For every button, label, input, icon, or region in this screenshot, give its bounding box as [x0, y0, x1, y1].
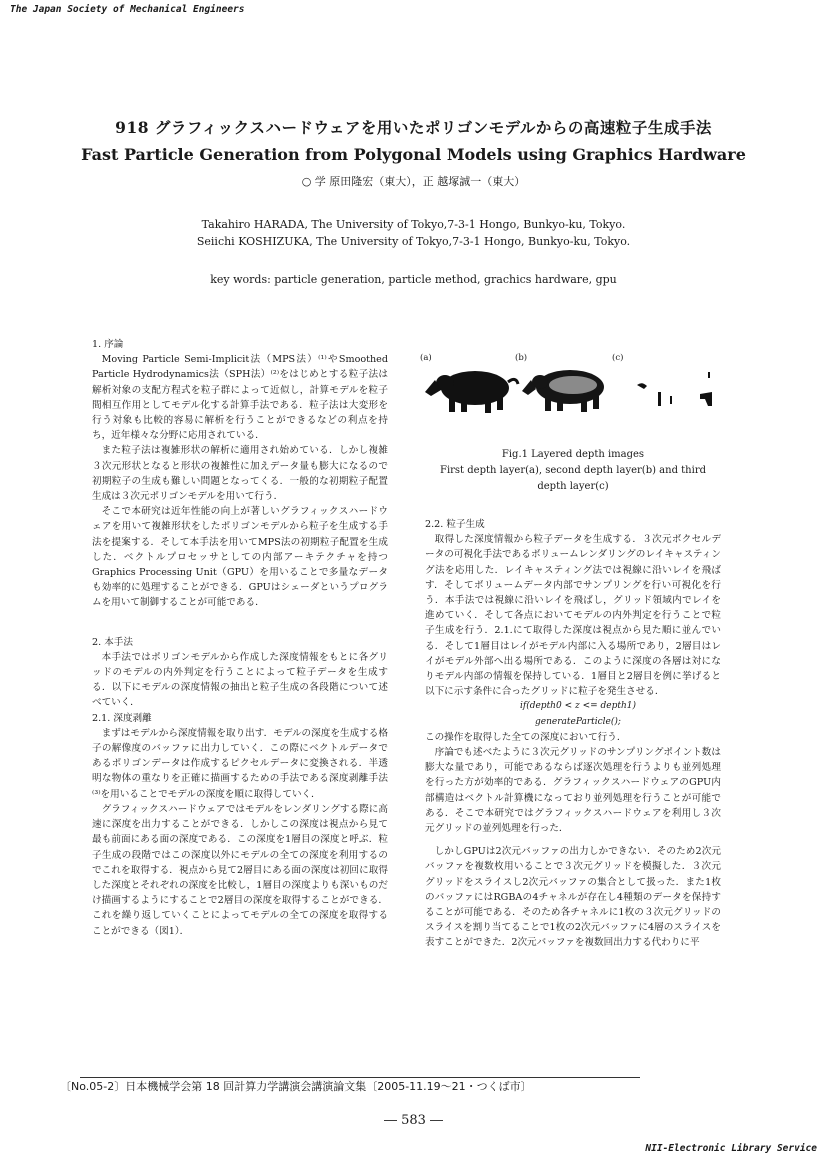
- paragraph: この操作を取得した全ての深度において行う．: [425, 731, 627, 743]
- paragraph: そこで本研究は近年性能の向上が著しいグラフィックスハードウェアを用いて複雑形状をしたポリゴンモデルから粒子を生成する手法を提案する．そして本手法を用いてMPS法の初期粒子配置を生成した．ベクトルプロセッサとしての内部アーキテクチャを持つGraphics Processing Unit（GPU）を用いることで多量なデータも効率的に処理することができる．GPUはシェーダというプログラムを用いて制御することが可能である．: [92, 506, 388, 609]
- page-number: ― 583 ―: [383, 1113, 444, 1128]
- figure-1: [415, 350, 725, 425]
- section-1-heading: 1. 序論: [92, 339, 124, 350]
- code-line-condition: if(depth0 < z <= depth1): [520, 701, 637, 712]
- title-english: Fast Particle Generation from Polygonal Models using Graphics Hardware: [81, 145, 746, 164]
- figure-label-c: (c): [612, 353, 624, 363]
- affiliation-2: Seiichi KOSHIZUKA, The University of Tokyo,7-3-1 Hongo, Bunkyo-ku, Tokyo.: [196, 235, 631, 248]
- nii-footer: NII-Electronic Library Service: [645, 1143, 817, 1154]
- keywords: key words: particle generation, particle method, grachics hardware, gpu: [210, 273, 617, 286]
- affiliation-1: Takahiro HARADA, The University of Tokyo,7-3-1 Hongo, Bunkyo-ku, Tokyo.: [201, 218, 626, 231]
- figure-caption-body: First depth layer(a), second depth layer(b) and third depth layer(c): [440, 465, 706, 492]
- paragraph: 序論でも述べたように３次元グリッドのサンプリングポイント数は膨大な量であり，可能であるならば逐次処理を行うよりも並列処理を行った方が効率的である．グラフィックスハードウェアのGPU内部構造はベクトル計算機になっており並列処理を行うことが可能である．そこで本研究ではグラフィックスハードウェアを利用し３次元グリッドの並列処理を行った．: [425, 747, 721, 835]
- depth-layer-b-image: [522, 370, 604, 412]
- left-column: [92, 337, 388, 939]
- depth-layer-a-image: [425, 371, 518, 413]
- section-2-heading: 2. 本手法: [92, 636, 133, 648]
- paragraph: 取得した深度情報から粒子データを生成する．３次元ボクセルデータの可視化手法であるボリュームレンダリングのレイキャスティング法を応用した．レイキャスティング法では視線に沿いレイを飛ばす．そしてボリュームデータ内部でサンプリングを行い可視化を行う．本手法では視線に沿いレイを飛ばし，グリッド領域内でレイを進めていく．そして各点においてモデルの内外判定を行うことで粒子生成を行う．2.1.にて取得した深度は視点から見た順に並んでいる．そして1層目はレイがモデル内部に入る場所であり，2層目はレイがモデル外部へ出る場所である．このように深度の各層は対になりモデル内部の情報を保持している．1層目と2層目を例に挙げると以下に示す条件に合ったグリッドに粒子を発生させる．: [425, 534, 721, 698]
- section-2-2-heading: 2.2. 粒子生成: [425, 519, 485, 530]
- journal-header: The Japan Society of Mechanical Engineers: [10, 4, 245, 15]
- figure-caption-title: Fig.1 Layered depth images: [501, 449, 645, 460]
- paragraph: Moving Particle Semi-Implicit法（MPS法）⁽¹⁾やSmoothed Particle Hydrodynamics法（SPH法）⁽²⁾をはじめとする粒子法は解析対象の支配方程式を粒子群によって近似し，計算モデルを粒子間相互作用としてモデル化する計算手法である．粒子法は大変形を行う対象も比較的容易に解析を行うことができるなどの利点を持ち，近年様々な分野に応用されている．: [92, 354, 388, 442]
- figure-1-caption: [425, 447, 721, 495]
- layered-depth-images: [415, 350, 725, 425]
- paragraph: グラフィックスハードウェアではモデルをレンダリングする際に高速に深度を出力することができる．しかしこの深度は視点から見て最も前面にある面の深度である．この深度を1層目の深度と呼ぶ．粒子生成の段階ではこの深度以外にモデルの全ての深度を利用するのでこれを取得する．視点から見て2層目にある面の深度は初回に取得した深度とそれぞれの深度を比較し，1層目の深度よりも深いものだけ描画するようにすることで2層目の深度を取得することができる．これを繰り返していくことによってモデルの全ての深度を取得することができる（図1）．: [92, 803, 388, 937]
- section-2-1-heading: 2.1. 深度剥離: [92, 712, 152, 724]
- figure-label-a: (a): [420, 353, 432, 363]
- conference-footer: 〔No.05-2〕日本機械学会第 18 回計算力学講演会講演論文集〔2005-11.19～21・つくば市〕: [60, 1080, 532, 1093]
- paragraph: 本手法ではポリゴンモデルから作成した深度情報をもとに各グリッドのモデルの内外判定を行うことによって粒子データを生成する．以下にモデルの深度情報の抽出と粒子生成の各段階について述べていく．: [92, 651, 388, 709]
- right-column: [425, 517, 721, 951]
- authors-japanese: ○ 学 原田隆宏（東大），正 越塚誠一（東大）: [301, 175, 526, 188]
- figure-label-b: (b): [515, 353, 528, 363]
- title-japanese: 918 グラフィックスハードウェアを用いたポリゴンモデルからの高速粒子生成手法: [115, 118, 712, 137]
- paragraph: まずはモデルから深度情報を取り出す．モデルの深度を生成する格子の解像度のバッファに出力していく．この際にベクトルデータであるポリゴンデータは作成するピクセルデータに変換される．半透明な物体の重なりを正確に描画するための手法である深度剥離手法⁽³⁾を用いることでモデルの深度を順に取得していく．: [92, 727, 388, 800]
- depth-layer-c-image: [637, 372, 712, 406]
- paragraph: また粒子法は複雑形状の解析に適用され始めている．しかし複雑３次元形状となると形状の複雑性に加えデータ量も膨大になるので初期粒子の生成も難しい問題となってくる．一般的な初期粒子配置生成は３次元ポリゴンモデルを用いて行う．: [92, 445, 388, 503]
- paragraph: しかしGPUは2次元バッファの出力しかできない．そのため2次元バッファを複数枚用いることで３次元グリッドを模擬した．３次元グリッドをスライスし2次元バッファの集合として扱った．また1枚のバッファにはRGBAの4チャネルが存在し4種類のデータを保持することが可能である．そのため各チャネルに1枚の３次元グリッドのスライスを割り当てることで1枚の2次元バッファに4層のスライスを表すことができた．2次元バッファを複数回出力する代わりに平: [425, 846, 721, 949]
- code-line-call: generateParticle();: [535, 716, 621, 727]
